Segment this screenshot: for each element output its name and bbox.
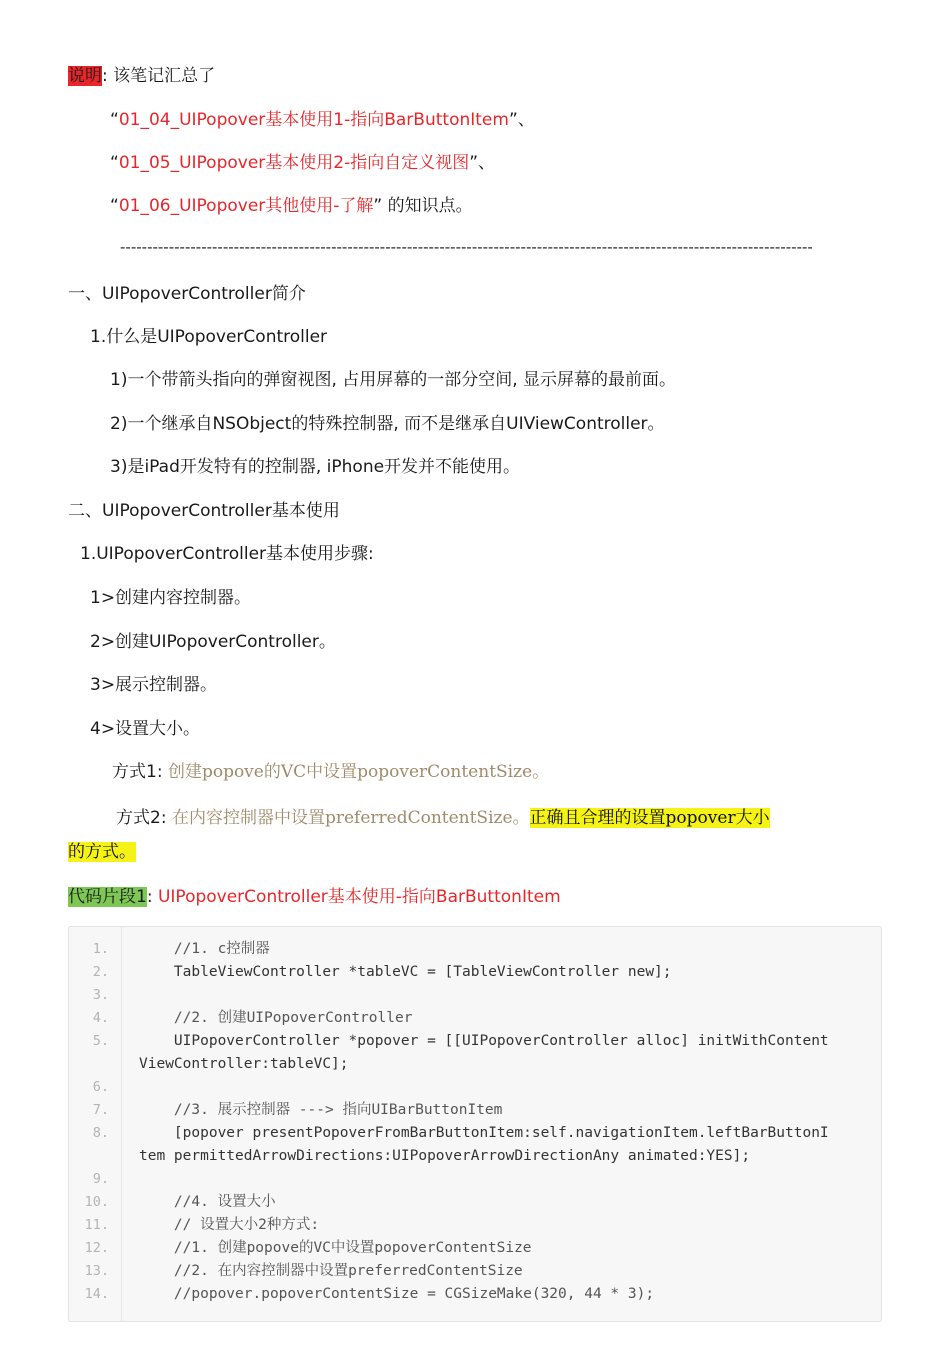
- intro-label: 说明: [68, 66, 102, 86]
- quote-open: “: [110, 196, 119, 216]
- code-line: [popover presentPopoverFromBarButtonItem:self.navigationItem.leftBarButtonI: [139, 1125, 829, 1141]
- line-number: 14.: [84, 1286, 109, 1302]
- code-line: ViewController:tableVC];: [139, 1056, 349, 1072]
- code-line: //popover.popoverContentSize = CGSizeMake(320, 44 * 3);: [139, 1286, 655, 1302]
- code-line: //2. 创建UIPopoverController: [139, 1010, 413, 1026]
- quote-close: ”、: [469, 153, 496, 173]
- step-4: 4>设置大小。: [90, 719, 201, 739]
- way-2: [116, 806, 770, 830]
- snippet-label: 代码片段1: [68, 887, 147, 907]
- code-line: tem permittedArrowDirections:UIPopoverArrowDirectionAny animated:YES];: [139, 1148, 751, 1164]
- code-line: UIPopoverController *popover = [[UIPopoverController alloc] initWithContent: [139, 1033, 829, 1049]
- section1-heading: 一、UIPopoverController简介: [68, 284, 306, 304]
- note-title-2: 01_05_UIPopover基本使用2-指向自定义视图: [118, 153, 470, 173]
- line-number: 3.: [92, 987, 109, 1003]
- code-line: //2. 在内容控制器中设置preferredContentSize: [139, 1263, 523, 1279]
- line-number: 6.: [92, 1079, 109, 1095]
- way-2-cont: [68, 840, 136, 864]
- way-1: [112, 760, 549, 784]
- quote-open: “: [110, 110, 119, 130]
- line-number: 11.: [84, 1217, 109, 1233]
- way2-label: 方式2:: [116, 808, 167, 828]
- intro-item-2: [110, 151, 495, 175]
- quote-close: ”、: [508, 110, 535, 130]
- section1-sub: 1.什么是UIPopoverController: [90, 327, 328, 347]
- step-1: 1>创建内容控制器。: [90, 588, 252, 608]
- quote-close: ” 的知识点。: [373, 196, 473, 216]
- step-3: 3>展示控制器。: [90, 675, 218, 695]
- quote-open: “: [110, 153, 119, 173]
- section1-point-1: 1)一个带箭头指向的弹窗视图, 占用屏幕的一部分空间, 显示屏幕的最前面。: [110, 370, 677, 390]
- line-number: 7.: [92, 1102, 109, 1118]
- section2-heading: 二、UIPopoverController基本使用: [68, 501, 340, 521]
- note-title-1: 01_04_UIPopover基本使用1-指向BarButtonItem: [118, 110, 509, 130]
- intro-line: [68, 64, 215, 88]
- intro-item-3: [110, 194, 473, 218]
- section1-point-3: 3)是iPad开发特有的控制器, iPhone开发并不能使用。: [110, 457, 521, 477]
- intro-item-1: [110, 108, 535, 132]
- intro-colon: :: [102, 66, 108, 86]
- line-number: 9.: [92, 1171, 109, 1187]
- snippet-colon: :: [146, 887, 153, 907]
- code-line: //1. c控制器: [139, 941, 270, 957]
- section1-point-2: 2)一个继承自NSObject的特殊控制器, 而不是继承自UIViewController。: [110, 414, 665, 434]
- way1-text: 创建popove的VC中设置popoverContentSize。: [167, 762, 550, 782]
- code-line: //4. 设置大小: [139, 1194, 276, 1210]
- way2-highlight-b: 的方式。: [68, 842, 136, 862]
- line-number: 13.: [84, 1263, 109, 1279]
- divider: --------------------------------------------------------------------------------------------------------------------------------: [120, 238, 813, 256]
- snippet-title: UIPopoverController基本使用-指向BarButtonItem: [157, 887, 561, 907]
- way1-label: 方式1:: [112, 762, 163, 782]
- step-2: 2>创建UIPopoverController。: [90, 632, 336, 652]
- snippet-heading: [68, 885, 561, 909]
- section2-sub: 1.UIPopoverController基本使用步骤:: [80, 544, 374, 564]
- code-line: TableViewController *tableVC = [TableViewController new];: [139, 964, 672, 980]
- code-line: //1. 创建popove的VC中设置popoverContentSize: [139, 1240, 532, 1256]
- note-title-3: 01_06_UIPopover其他使用-了解: [118, 196, 374, 216]
- way2-text: 在内容控制器中设置preferredContentSize。: [171, 808, 530, 828]
- intro-text: 该笔记汇总了: [113, 66, 216, 86]
- line-number: 10.: [84, 1194, 109, 1210]
- line-number: 8.: [92, 1125, 109, 1141]
- line-number: 1.: [92, 941, 109, 957]
- code-line: // 设置大小2种方式:: [139, 1217, 320, 1233]
- code-block: [68, 926, 882, 1322]
- line-number: 12.: [84, 1240, 109, 1256]
- line-number: 2.: [92, 964, 109, 980]
- line-number: 4.: [92, 1010, 109, 1026]
- line-number: 5.: [92, 1033, 109, 1049]
- code-line: //3. 展示控制器 ---> 指向UIBarButtonItem: [139, 1102, 503, 1118]
- way2-highlight-a: 正确且合理的设置popover大小: [529, 808, 770, 828]
